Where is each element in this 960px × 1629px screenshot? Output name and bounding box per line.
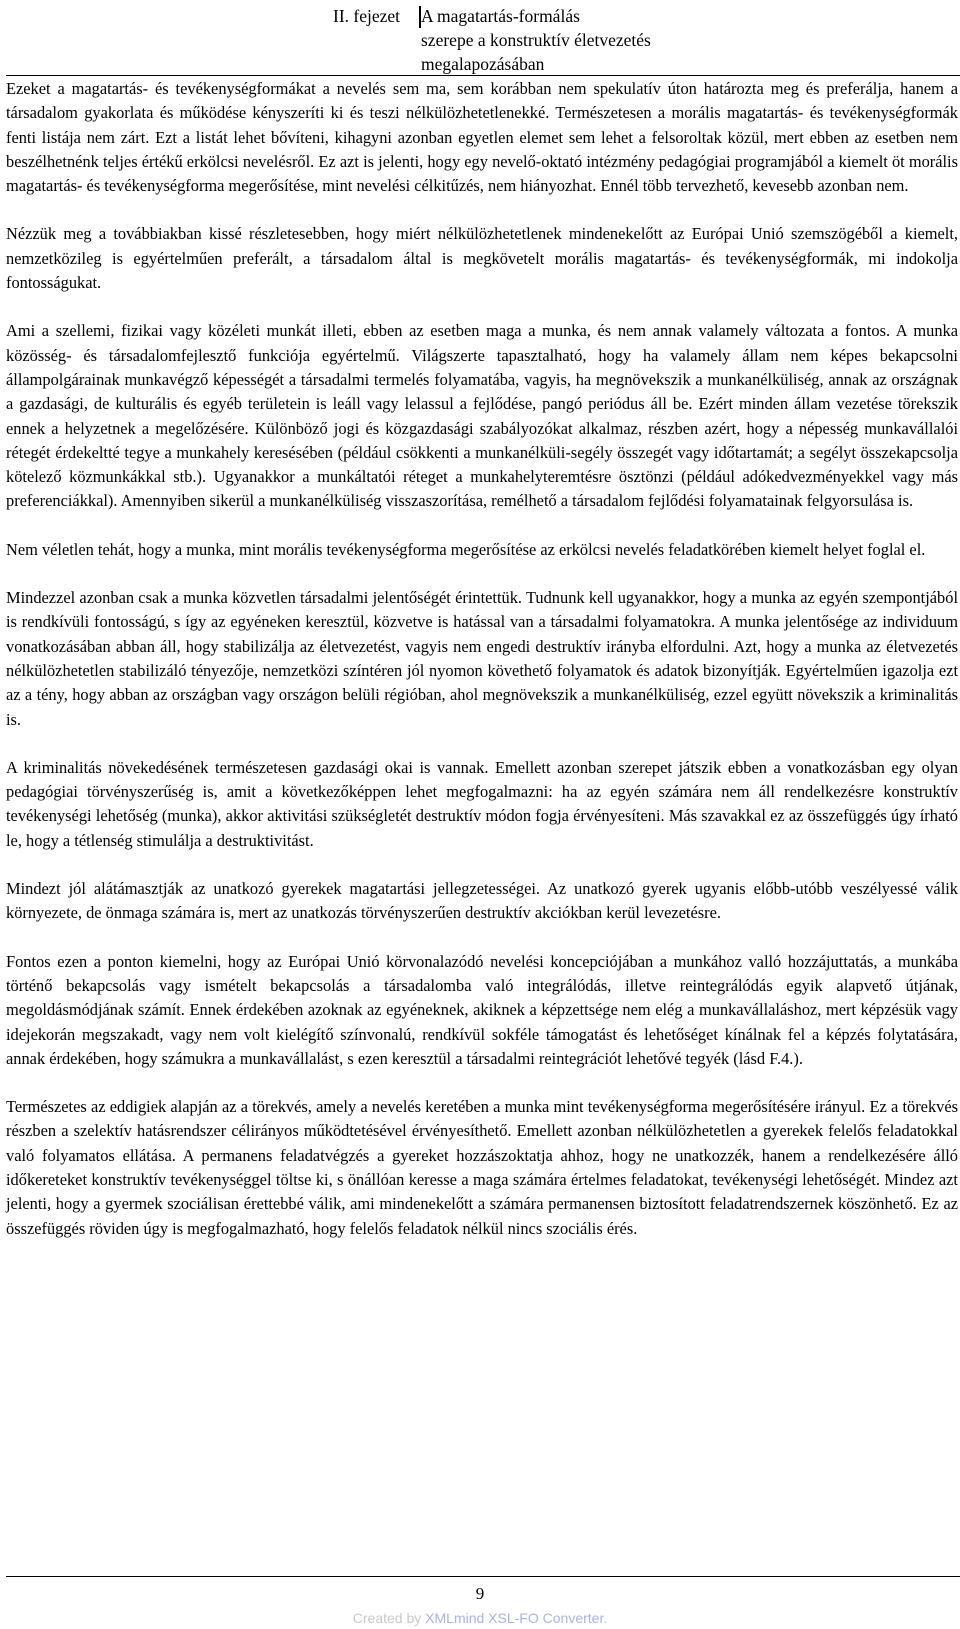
- chapter-title-line-1: A magatartás-formálás: [421, 6, 580, 26]
- body-text: [6, 77, 958, 1265]
- credit-brand: XMLmind XSL-FO Converter: [425, 1610, 604, 1626]
- paragraph: Ami a szellemi, fizikai vagy közéleti munkát illeti, ebben az esetben maga a munka, és nem annak valamely változata a fontos. A munka közösség- és társadalomfejlesztő funkciója egyértelmű. Világszerte tapasztalható, hogy ha valamely állam nem képes bekapcsolni állampolgárainak munkavégző képességét a társadalmi termelés folyamatába, vagyis, ha megnövekszik a munkanélküliség, annak az országnak a gazdasági, de kulturális és egyéb területein is leáll vagy lelassul a fejlődése, pangó periódus áll be. Ezért minden állam vezetése törekszik ennek a helyzetnek a megelőzésére. Különböző jogi és közgazdasági szabályozókat alkalmaz, részben azért, hogy a népesség munkavállalói rétegét érdekeltté tegye a munkahely keresésében (például csökkenti a munkanélküli-segély összegét vagy időtartamát; a segélyt összekapcsolja kötelező közmunkákkal stb.). Ugyanakkor a munkáltatói réteget a munkahelyteremtésre ösztönzi (például adókedvezményekkel vagy más preferenciákkal). Amennyiben sikerül a munkanélküliség visszaszorítása, remélhető a társadalom fejlődési folyamatainak felgyorsulása is.: [6, 321, 958, 511]
- paragraph: Természetes az eddigiek alapján az a törekvés, amely a nevelés keretében a munka mint tevékenységforma megerősítésére irányul. Ez a törekvés részben a szelektív hatásrendszer célirányos működtetésével érvényesíthető. Emellett azonban nélkülözhetetlen a gyerekek felelős feladatokkal való folyamatos ellátása. A permanens feladatvégzés a gyereket hozzászoktatja ahhoz, hogy ne unatkozzék, hanem a rendelkezésére álló időkereteket konstruktív tevékenységgel töltse ki, s önállóan keresse a maga számára értelmes feladatokat, tevékenységi lehetőségét. Mindez azt jelenti, hogy a gyermek szociálisan érettebbé válik, ami mindenekelőtt a számára permanensen biztosított feladatrendszernek köszönhető. Ez az összefüggés röviden úgy is megfogalmazható, hogy felelős feladatok nélkül nincs szociális érés.: [6, 1097, 958, 1238]
- chapter-label: II. fejezet: [333, 6, 401, 26]
- credit-prefix: Created by: [352, 1610, 426, 1626]
- footer-rule: [6, 1576, 960, 1577]
- chapter-title-line-2: szerepe a konstruktív életvezetés: [421, 30, 651, 50]
- paragraph: Mindezzel azonban csak a munka közvetlen társadalmi jelentőségét érintettük. Tudnunk kell ugyanakkor, hogy a munka az egyén szempontjából is rendkívüli fontosságú, s így az egyéneken keresztül, közvetve is hatással van a társadalmi folyamatokra. A munka jelentősége az individuum vonatkozásában abban áll, hogy stabilizálja az életvezetést, vagyis nem engedi destruktív irányba elfordulni. Azt, hogy a munka az életvezetés nélkülözhetetlen stabilizáló tényezője, nemzetközi színtéren jól nyomon követhető folyamatok és adatok bizonyítják. Egyértelműen igazolja ezt az a tény, hogy abban az országban vagy országon belüli régióban, ahol megnövekszik a munkanélküliség, ezzel együtt növekszik a kriminalitás is.: [6, 588, 958, 729]
- page-number: 9: [475, 1584, 485, 1603]
- paragraph: Nézzük meg a továbbiakban kissé részletesebben, hogy miért nélkülözhetetlenek mindenekelőtt az Európai Unió szemszögéből a kiemelt, nemzetközileg is egyértelműen preferált, a társadalom által is megkövetelt morális magatartás- és tevékenységformák, mi indokolja fontosságukat.: [6, 224, 958, 293]
- chapter-title-line-3: megalapozásában: [421, 54, 545, 74]
- credit-suffix: .: [603, 1610, 608, 1626]
- paragraph: Fontos ezen a ponton kiemelni, hogy az Európai Unió körvonalazódó nevelési koncepciójában a munkához valló hozzájuttatás, a munkába történő bekapcsolás vagy ismételt bekapcsolás a társadalomba való integrálódás, illetve reintegrálódás egyik alapvető útjának, megoldásmódjának számít. Ennek érdekében azoknak az egyéneknek, akiknek a képzettsége nem elég a munkavállaláshoz, mert képzésük vagy idejekorán megszakadt, vagy nem volt kielégítő színvonalú, rendkívül sokféle támogatást és lehetőséget kínálnak fel a képzés folytatására, annak érdekében, hogy számukra a munkavállalást, s ezen keresztül a társadalmi reintegrációt lehetővé tegyék (lásd F.4.).: [6, 951, 958, 1068]
- paragraph: A kriminalitás növekedésének természetesen gazdasági okai is vannak. Emellett azonban szerepet játszik ebben a vonatkozásban egy olyan pedagógiai törvényszerűség is, amit a következőképpen lehet megfogalmazni: ha az egyén számára nem áll rendelkezésre konstruktív tevékenységi lehetőség (munka), akkor aktivitási szükségletét destruktív módon fogja érvényesíteni. Más szavakkal ez az összefüggés úgy írható le, hogy a tétlenség stimulálja a destruktivitást.: [6, 757, 958, 850]
- paragraph: Ezeket a magatartás- és tevékenységformákat a nevelés sem ma, sem korábban nem spekulatív úton határozta meg és preferálja, hanem a társadalom gyakorlata és működése kényszeríti ki és teszi nélkülözhetetlenekké. Természetesen a morális magatartás- és tevékenységformák fenti listája nem zárt. Ezt a listát lehet bővíteni, kihagyni azonban egyetlen elemet sem lehet a felsoroltak közül, mert ebben az esetben nem beszélhetnénk teljes értékű erkölcsi nevelésről. Ez azt is jelenti, hogy egy nevelő-oktató intézmény pedagógiai programjából a kiemelt öt morális magatartás- és tevékenységforma megerősítése, mint nevelési célkitűzés, nem hiányozhat. Ennél több tervezhető, kevesebb azonban nem.: [6, 79, 958, 196]
- paragraph: Mindezt jól alátámasztják az unatkozó gyerekek magatartási jellegzetességei. Az unatkozó gyerek ugyanis előbb-utóbb veszélyessé válik környezete, de önmaga számára is, mert az unatkozás törvényszerűen destruktív akciókban kerül levezetésre.: [6, 879, 958, 923]
- running-header: [0, 4, 960, 72]
- paragraph: Nem véletlen tehát, hogy a munka, mint morális tevékenységforma megerősítése az erkölcsi nevelés feladatkörében kiemelt helyet foglal el.: [6, 539, 926, 559]
- chapter-title: [421, 4, 651, 76]
- header-rule: [6, 75, 960, 76]
- converter-credit: [0, 1609, 960, 1627]
